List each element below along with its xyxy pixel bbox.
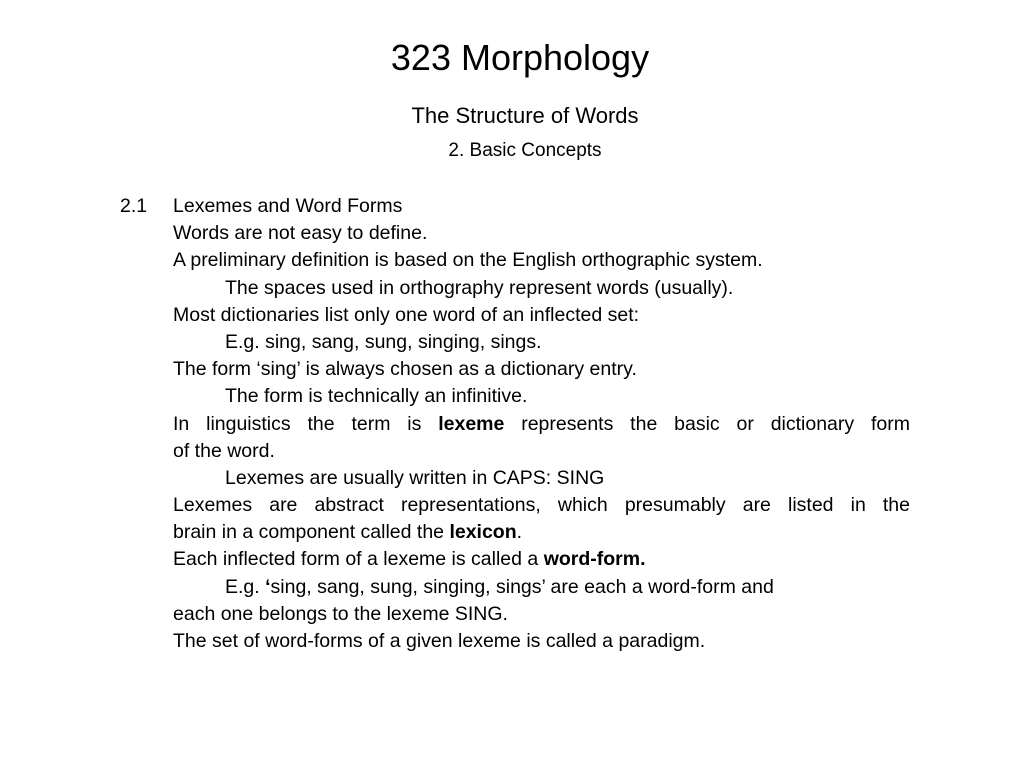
body-line <box>0 247 1024 274</box>
slide-subtitle: The Structure of Words <box>411 103 639 128</box>
text-abstract-2-post: . <box>516 521 523 544</box>
slide-title: 323 Morphology <box>390 37 650 78</box>
slide-body <box>0 193 1024 655</box>
text-of-the-word: of the word. <box>173 439 275 462</box>
text-eg-sing: E.g. sing, sang, sung, singing, sings. <box>225 330 542 353</box>
text-preliminary-definition: A preliminary definition is based on the English orthographic system. <box>173 249 763 272</box>
text-dictionaries: Most dictionaries list only one word of an inflected set: <box>173 303 640 326</box>
text-abstract-1: Lexemes are abstract representations, which presumably are listed in the <box>173 494 910 517</box>
text-abstract-2 <box>173 519 522 546</box>
body-line <box>0 329 1024 356</box>
term-lexicon: lexicon <box>449 521 517 544</box>
text-linguistics-post: represents the basic or dictionary form <box>504 412 910 435</box>
body-line <box>0 546 1024 573</box>
text-inflected <box>173 546 646 573</box>
body-line <box>0 465 1024 492</box>
text-eg2 <box>225 574 774 601</box>
body-line <box>0 411 1024 438</box>
body-line <box>0 601 1024 628</box>
term-word-form: word-form. <box>543 548 646 571</box>
text-belongs: each one belongs to the lexeme SING. <box>173 602 508 625</box>
text-caps: Lexemes are usually written in CAPS: SING <box>225 466 605 489</box>
text-abstract-2-pre: brain in a component called the <box>173 521 450 544</box>
text-eg2-pre: E.g. <box>225 575 266 598</box>
section-heading: Lexemes and Word Forms <box>173 195 403 217</box>
text-linguistics-pre: In linguistics the term is <box>173 412 439 435</box>
body-line <box>0 628 1024 655</box>
section-heading-line <box>0 193 1024 220</box>
text-inflected-pre: Each inflected form of a lexeme is called a <box>173 548 544 571</box>
body-line <box>0 356 1024 383</box>
body-line <box>0 574 1024 601</box>
body-line <box>0 492 1024 519</box>
body-line <box>0 519 1024 546</box>
section-title: 2. Basic Concepts <box>448 140 602 161</box>
text-words-not-easy: Words are not easy to define. <box>173 222 428 245</box>
text-form-sing: The form ‘sing’ is always chosen as a dictionary entry. <box>173 358 637 381</box>
text-eg2-quote: ‘ <box>265 575 271 598</box>
section-number: 2.1 <box>120 195 148 217</box>
text-paradigm: The set of word-forms of a given lexeme is called a paradigm. <box>173 630 706 652</box>
body-line <box>0 383 1024 410</box>
body-line <box>0 275 1024 302</box>
body-line <box>0 220 1024 247</box>
text-infinitive: The form is technically an infinitive. <box>225 385 528 408</box>
body-line <box>0 438 1024 465</box>
text-eg2-post: sing, sang, sung, singing, sings’ are each a word-form and <box>270 575 774 598</box>
body-line <box>0 302 1024 329</box>
text-spaces: The spaces used in orthography represent words (usually). <box>225 276 734 299</box>
text-linguistics <box>173 411 910 438</box>
term-lexeme: lexeme <box>438 412 505 435</box>
